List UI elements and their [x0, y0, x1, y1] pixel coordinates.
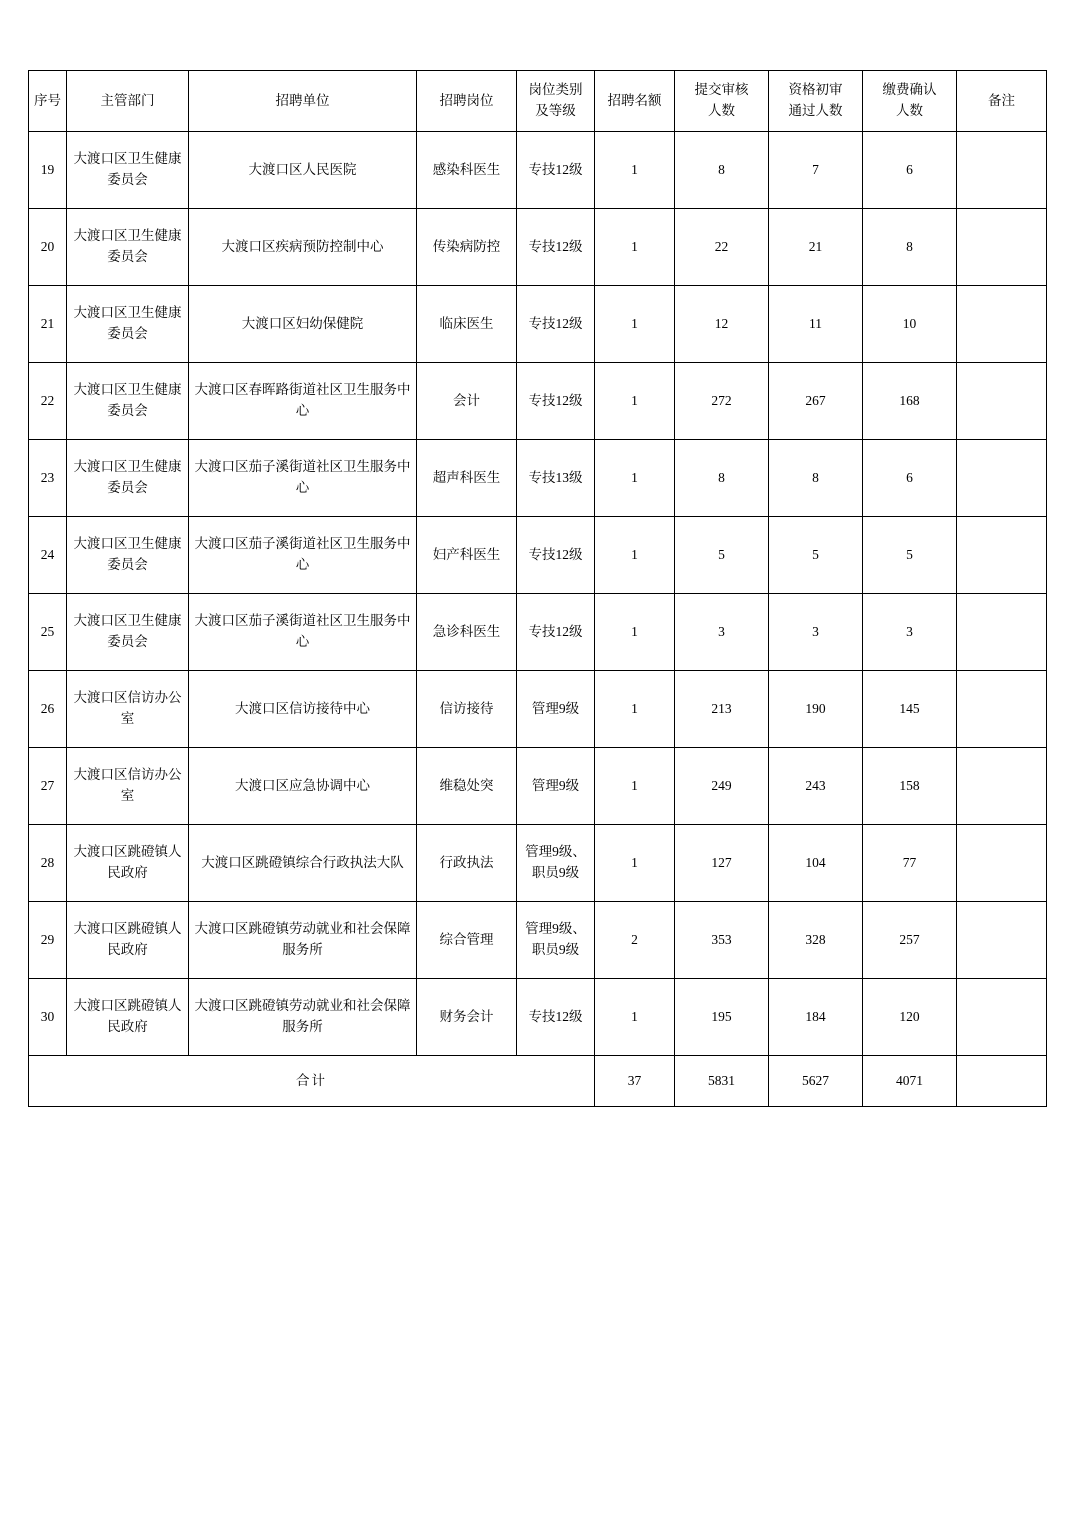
cell-quota: 1 — [595, 132, 675, 209]
cell-submitted: 22 — [675, 209, 769, 286]
cell-paid: 10 — [863, 286, 957, 363]
cell-passed: 8 — [769, 440, 863, 517]
column-header-quota: 招聘名额 — [595, 71, 675, 132]
cell-paid: 145 — [863, 671, 957, 748]
cell-grade: 管理9级、职员9级 — [517, 902, 595, 979]
cell-passed: 21 — [769, 209, 863, 286]
table-row — [29, 979, 1047, 1056]
column-header-paid-line2: 人数 — [896, 103, 923, 118]
cell-paid: 8 — [863, 209, 957, 286]
column-header-remark: 备注 — [957, 71, 1047, 132]
cell-post: 超声科医生 — [417, 440, 517, 517]
cell-passed: 190 — [769, 671, 863, 748]
cell-no: 22 — [29, 363, 67, 440]
cell-grade: 专技12级 — [517, 979, 595, 1056]
cell-no: 29 — [29, 902, 67, 979]
cell-remark — [957, 748, 1047, 825]
column-header-dept: 主管部门 — [67, 71, 189, 132]
cell-unit: 大渡口区茄子溪街道社区卫生服务中心 — [189, 594, 417, 671]
cell-total-submitted: 5831 — [675, 1056, 769, 1107]
cell-paid: 158 — [863, 748, 957, 825]
column-header-post: 招聘岗位 — [417, 71, 517, 132]
cell-paid: 77 — [863, 825, 957, 902]
cell-no: 30 — [29, 979, 67, 1056]
cell-submitted: 8 — [675, 132, 769, 209]
cell-paid: 3 — [863, 594, 957, 671]
cell-unit: 大渡口区人民医院 — [189, 132, 417, 209]
table-row — [29, 132, 1047, 209]
cell-paid: 257 — [863, 902, 957, 979]
cell-remark — [957, 902, 1047, 979]
column-header-passed-line2: 通过人数 — [788, 103, 843, 118]
cell-paid: 168 — [863, 363, 957, 440]
cell-post: 急诊科医生 — [417, 594, 517, 671]
cell-no: 25 — [29, 594, 67, 671]
table-row — [29, 825, 1047, 902]
cell-quota: 1 — [595, 825, 675, 902]
cell-post: 行政执法 — [417, 825, 517, 902]
cell-submitted: 195 — [675, 979, 769, 1056]
cell-submitted: 12 — [675, 286, 769, 363]
cell-grade: 专技12级 — [517, 594, 595, 671]
cell-quota: 1 — [595, 594, 675, 671]
cell-grade: 专技12级 — [517, 132, 595, 209]
table-row — [29, 286, 1047, 363]
cell-dept: 大渡口区卫生健康委员会 — [67, 440, 189, 517]
cell-unit: 大渡口区信访接待中心 — [189, 671, 417, 748]
cell-no: 23 — [29, 440, 67, 517]
cell-total-paid: 4071 — [863, 1056, 957, 1107]
column-header-unit: 招聘单位 — [189, 71, 417, 132]
column-header-submitted — [675, 71, 769, 132]
column-header-passed — [769, 71, 863, 132]
cell-grade: 专技12级 — [517, 209, 595, 286]
cell-grade: 专技12级 — [517, 286, 595, 363]
cell-remark — [957, 517, 1047, 594]
cell-passed: 7 — [769, 132, 863, 209]
cell-post: 妇产科医生 — [417, 517, 517, 594]
cell-grade: 专技13级 — [517, 440, 595, 517]
cell-remark — [957, 363, 1047, 440]
cell-quota: 1 — [595, 363, 675, 440]
cell-unit: 大渡口区跳磴镇综合行政执法大队 — [189, 825, 417, 902]
cell-remark — [957, 440, 1047, 517]
cell-unit: 大渡口区应急协调中心 — [189, 748, 417, 825]
cell-remark — [957, 209, 1047, 286]
cell-remark — [957, 286, 1047, 363]
column-header-grade — [517, 71, 595, 132]
cell-submitted: 353 — [675, 902, 769, 979]
cell-unit: 大渡口区茄子溪街道社区卫生服务中心 — [189, 440, 417, 517]
column-header-paid — [863, 71, 957, 132]
cell-dept: 大渡口区信访办公室 — [67, 671, 189, 748]
table-row — [29, 363, 1047, 440]
cell-post: 维稳处突 — [417, 748, 517, 825]
cell-passed: 5 — [769, 517, 863, 594]
column-header-paid-line1: 缴费确认 — [882, 82, 937, 98]
cell-dept: 大渡口区卫生健康委员会 — [67, 594, 189, 671]
cell-dept: 大渡口区卫生健康委员会 — [67, 517, 189, 594]
cell-dept: 大渡口区跳磴镇人民政府 — [67, 979, 189, 1056]
cell-post: 会计 — [417, 363, 517, 440]
column-header-grade-line2: 及等级 — [535, 103, 576, 118]
cell-passed: 11 — [769, 286, 863, 363]
cell-grade: 管理9级 — [517, 671, 595, 748]
cell-no: 21 — [29, 286, 67, 363]
cell-submitted: 3 — [675, 594, 769, 671]
cell-paid: 6 — [863, 132, 957, 209]
cell-remark — [957, 671, 1047, 748]
table-row — [29, 209, 1047, 286]
column-header-submitted-line1: 提交审核 — [694, 82, 749, 98]
column-header-passed-line1: 资格初审 — [788, 82, 843, 98]
cell-unit: 大渡口区跳磴镇劳动就业和社会保障服务所 — [189, 979, 417, 1056]
cell-post: 综合管理 — [417, 902, 517, 979]
cell-dept: 大渡口区跳磴镇人民政府 — [67, 825, 189, 902]
cell-grade: 专技12级 — [517, 363, 595, 440]
cell-submitted: 5 — [675, 517, 769, 594]
cell-paid: 120 — [863, 979, 957, 1056]
table-header-row — [29, 71, 1047, 132]
recruitment-table — [28, 70, 1047, 1107]
cell-total-label: 合计 — [29, 1056, 595, 1107]
table-row — [29, 671, 1047, 748]
column-header-no: 序号 — [29, 71, 67, 132]
table-total-row — [29, 1056, 1047, 1107]
cell-passed: 184 — [769, 979, 863, 1056]
cell-dept: 大渡口区信访办公室 — [67, 748, 189, 825]
cell-grade: 专技12级 — [517, 517, 595, 594]
cell-unit: 大渡口区跳磴镇劳动就业和社会保障服务所 — [189, 902, 417, 979]
cell-post: 财务会计 — [417, 979, 517, 1056]
cell-quota: 1 — [595, 440, 675, 517]
cell-quota: 1 — [595, 286, 675, 363]
table-header — [29, 71, 1047, 132]
cell-submitted: 8 — [675, 440, 769, 517]
cell-submitted: 272 — [675, 363, 769, 440]
cell-remark — [957, 979, 1047, 1056]
cell-passed: 104 — [769, 825, 863, 902]
cell-no: 28 — [29, 825, 67, 902]
cell-unit: 大渡口区妇幼保健院 — [189, 286, 417, 363]
table-row — [29, 440, 1047, 517]
cell-post: 临床医生 — [417, 286, 517, 363]
cell-submitted: 127 — [675, 825, 769, 902]
cell-unit: 大渡口区茄子溪街道社区卫生服务中心 — [189, 517, 417, 594]
table-row — [29, 594, 1047, 671]
cell-submitted: 249 — [675, 748, 769, 825]
table-row — [29, 517, 1047, 594]
cell-total-passed: 5627 — [769, 1056, 863, 1107]
cell-passed: 243 — [769, 748, 863, 825]
cell-quota: 1 — [595, 748, 675, 825]
cell-dept: 大渡口区卫生健康委员会 — [67, 132, 189, 209]
column-header-grade-line1: 岗位类别 — [528, 82, 583, 98]
cell-post: 感染科医生 — [417, 132, 517, 209]
cell-passed: 328 — [769, 902, 863, 979]
cell-submitted: 213 — [675, 671, 769, 748]
table-row — [29, 748, 1047, 825]
cell-no: 19 — [29, 132, 67, 209]
table-row — [29, 902, 1047, 979]
cell-remark — [957, 132, 1047, 209]
cell-post: 传染病防控 — [417, 209, 517, 286]
cell-dept: 大渡口区卫生健康委员会 — [67, 209, 189, 286]
cell-dept: 大渡口区卫生健康委员会 — [67, 363, 189, 440]
cell-unit: 大渡口区疾病预防控制中心 — [189, 209, 417, 286]
cell-quota: 1 — [595, 209, 675, 286]
cell-quota: 1 — [595, 671, 675, 748]
cell-quota: 1 — [595, 517, 675, 594]
cell-post: 信访接待 — [417, 671, 517, 748]
column-header-submitted-line2: 人数 — [708, 103, 735, 118]
cell-total-quota: 37 — [595, 1056, 675, 1107]
cell-quota: 2 — [595, 902, 675, 979]
cell-remark — [957, 825, 1047, 902]
cell-no: 20 — [29, 209, 67, 286]
cell-dept: 大渡口区卫生健康委员会 — [67, 286, 189, 363]
cell-remark — [957, 594, 1047, 671]
cell-paid: 6 — [863, 440, 957, 517]
cell-total-remark — [957, 1056, 1047, 1107]
cell-paid: 5 — [863, 517, 957, 594]
cell-unit: 大渡口区春晖路街道社区卫生服务中心 — [189, 363, 417, 440]
cell-no: 24 — [29, 517, 67, 594]
cell-no: 27 — [29, 748, 67, 825]
cell-quota: 1 — [595, 979, 675, 1056]
table-body — [29, 132, 1047, 1107]
cell-grade: 管理9级 — [517, 748, 595, 825]
cell-no: 26 — [29, 671, 67, 748]
cell-grade: 管理9级、职员9级 — [517, 825, 595, 902]
cell-dept: 大渡口区跳磴镇人民政府 — [67, 902, 189, 979]
cell-passed: 267 — [769, 363, 863, 440]
cell-passed: 3 — [769, 594, 863, 671]
